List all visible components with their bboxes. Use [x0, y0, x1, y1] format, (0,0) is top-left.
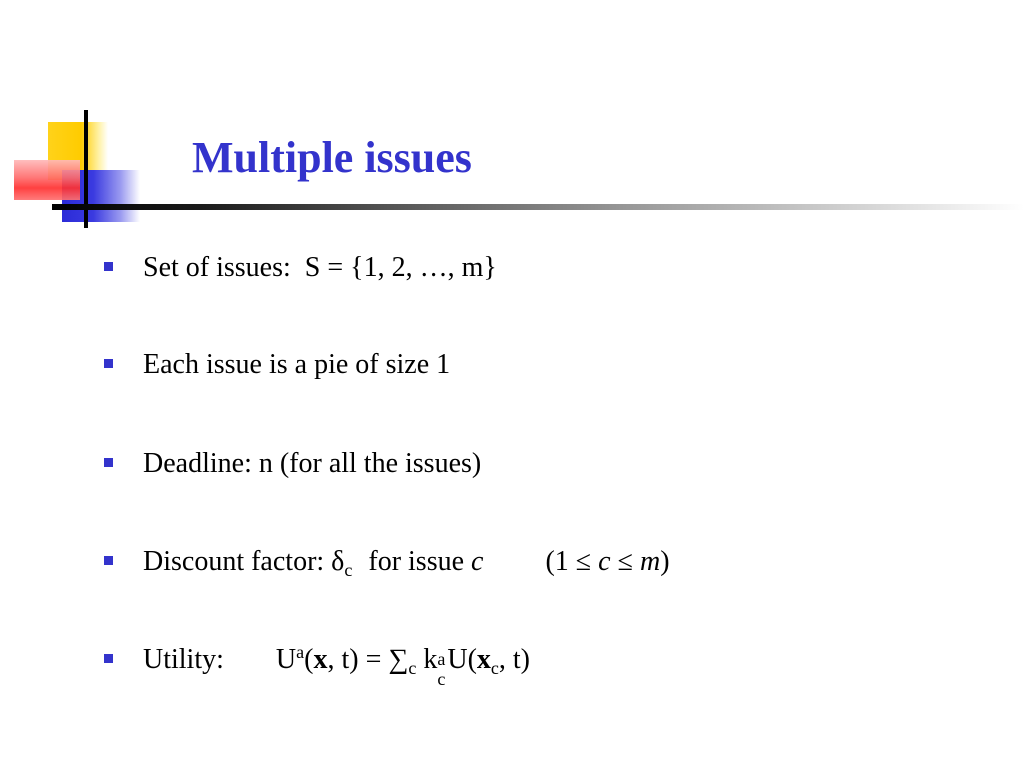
range-open: (1 ≤: [545, 546, 599, 577]
slide-title: Multiple issues: [192, 133, 472, 182]
sum-subscript: c: [408, 658, 417, 678]
bullet-text: Each issue is a pie of size 1: [143, 349, 451, 380]
utility-u: U: [275, 644, 297, 675]
t-close: , t): [498, 644, 530, 675]
k-symbol: k: [416, 644, 438, 675]
bullet-text: [143, 250, 497, 286]
bullet-text: Utility: $U^a(x$, $t) = \sum_c$ k a c $U(x_c$, t): [143, 642, 530, 689]
square-bullet-icon: [104, 458, 113, 467]
bullet-label: Set of issues:: [143, 252, 291, 283]
bullet-text: [143, 544, 670, 580]
delta-subscript: c: [344, 560, 353, 580]
x-vector: x: [313, 644, 328, 675]
range-variable-c: c: [598, 546, 611, 577]
bullet-label: Discount factor:: [143, 546, 332, 577]
sum-symbol: ∑: [388, 644, 409, 675]
x-subscript: c: [490, 658, 499, 678]
range-variable-m: m: [639, 546, 661, 577]
for-issue-text: for issue: [368, 546, 472, 577]
decorative-red-square: [14, 160, 80, 200]
square-bullet-icon: [104, 262, 113, 271]
square-bullet-icon: [104, 654, 113, 663]
bullet-text: Deadline: n (for all the issues): [143, 448, 482, 479]
title-underline: [52, 204, 1024, 210]
bullet-label: Utility:: [143, 644, 224, 675]
x-vector-2: x: [476, 644, 491, 675]
square-bullet-icon: [104, 359, 113, 368]
square-bullet-icon: [104, 556, 113, 565]
utility-u2: U(: [447, 644, 477, 675]
decorative-vertical-line: [84, 110, 88, 228]
range-le: ≤: [610, 546, 640, 577]
open-paren: (: [304, 644, 314, 675]
utility-u-superscript: a: [296, 642, 305, 662]
range-close: ): [660, 546, 670, 577]
issue-variable: c: [471, 546, 484, 577]
set-formula: S = {1, 2, …, m}: [304, 252, 497, 283]
t-part: , t) =: [327, 644, 389, 675]
delta-symbol: δ: [331, 546, 345, 577]
